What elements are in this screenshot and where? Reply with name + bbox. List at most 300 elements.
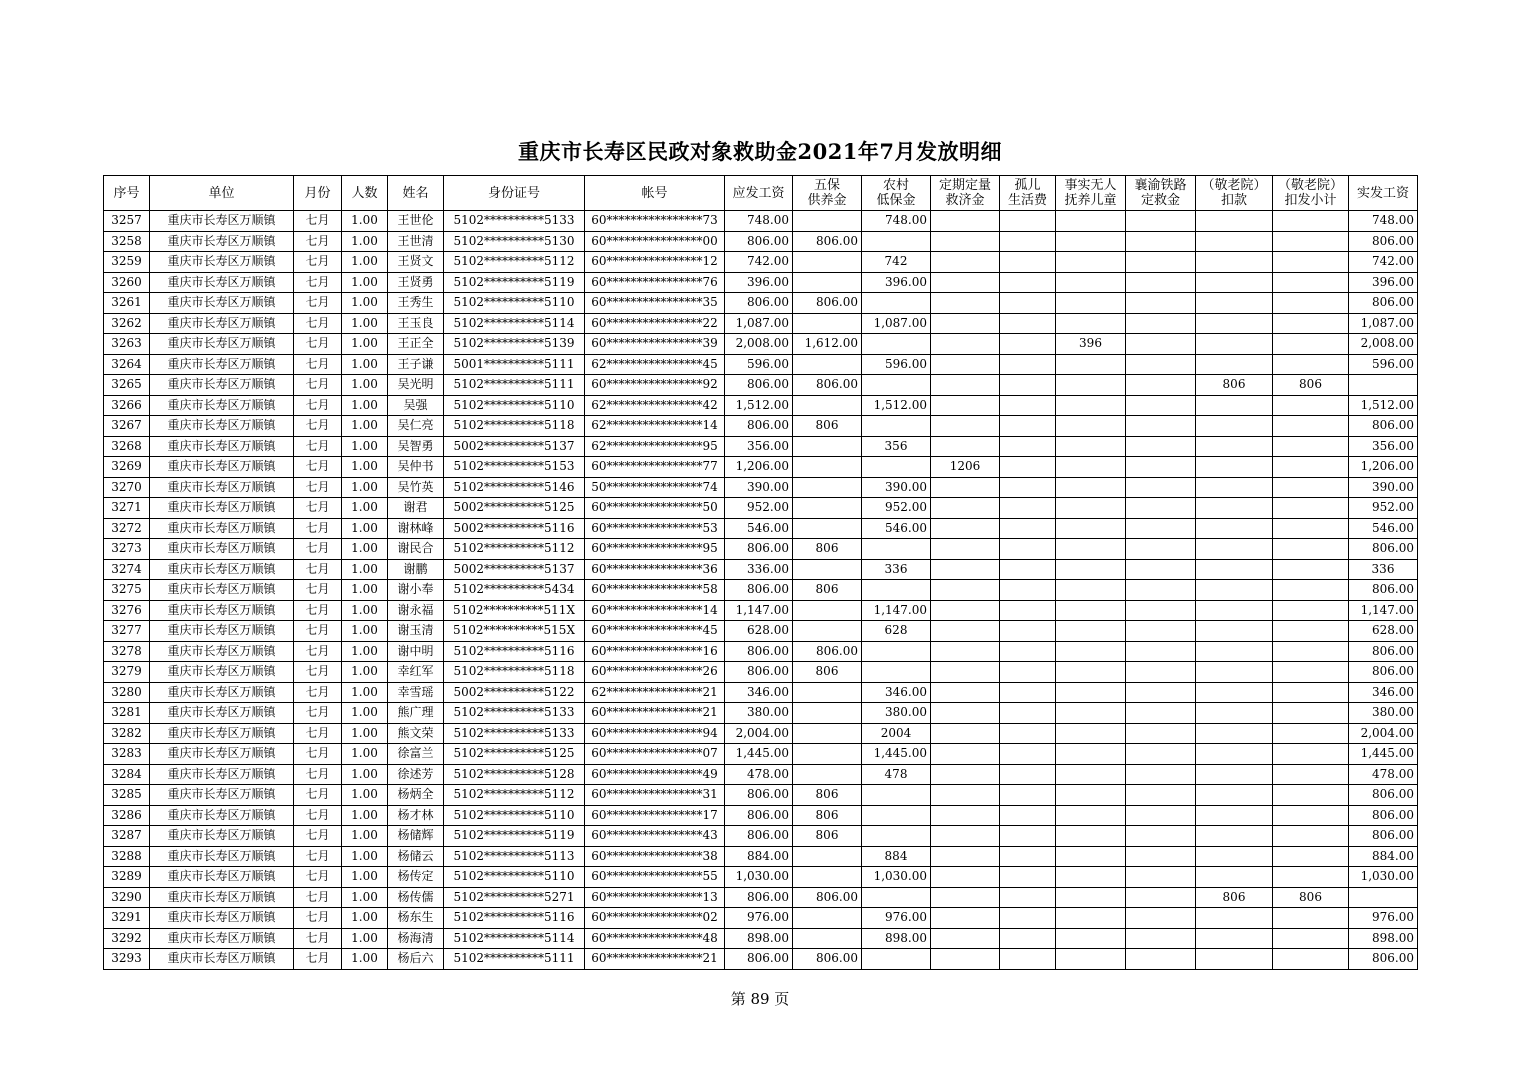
table-cell: 1206: [931, 457, 1000, 478]
table-cell: 吴仲书: [388, 457, 444, 478]
table-cell: [793, 867, 862, 888]
table-cell: 重庆市长寿区万顺镇: [150, 662, 294, 683]
column-header: 序号: [104, 176, 150, 211]
table-cell: [793, 272, 862, 293]
table-cell: 七月: [294, 416, 342, 437]
table-cell: 3277: [104, 621, 150, 642]
table-cell: 3270: [104, 477, 150, 498]
table-cell: [1056, 703, 1126, 724]
table-cell: [931, 436, 1000, 457]
table-cell: 重庆市长寿区万顺镇: [150, 436, 294, 457]
table-cell: 2,004.00: [1349, 723, 1418, 744]
table-cell: [1196, 580, 1273, 601]
table-row: [104, 272, 1418, 293]
table-cell: [931, 293, 1000, 314]
table-cell: 60****************00: [585, 231, 725, 252]
table-cell: 3290: [104, 887, 150, 908]
table-cell: [1000, 846, 1056, 867]
table-cell: [793, 723, 862, 744]
table-row: [104, 764, 1418, 785]
table-cell: [1273, 682, 1349, 703]
table-cell: [931, 867, 1000, 888]
table-cell: [862, 805, 931, 826]
column-header: 帐号: [585, 176, 725, 211]
table-cell: 3274: [104, 559, 150, 580]
table-cell: 3262: [104, 313, 150, 334]
table-cell: [931, 805, 1000, 826]
table-cell: 徐富兰: [388, 744, 444, 765]
table-cell: [793, 621, 862, 642]
table-cell: 3288: [104, 846, 150, 867]
table-cell: 336: [862, 559, 931, 580]
table-cell: 1,030.00: [725, 867, 793, 888]
table-cell: 396.00: [725, 272, 793, 293]
table-cell: 742.00: [1349, 252, 1418, 273]
column-header: 实发工资: [1349, 176, 1418, 211]
table-cell: 5102**********5116: [444, 641, 585, 662]
table-cell: 380.00: [725, 703, 793, 724]
table-row: [104, 744, 1418, 765]
table-cell: [931, 887, 1000, 908]
table-cell: [1000, 785, 1056, 806]
table-cell: 60****************55: [585, 867, 725, 888]
table-cell: 1.00: [342, 272, 388, 293]
table-cell: 1.00: [342, 416, 388, 437]
column-header: 五保 供养金: [793, 176, 862, 211]
table-cell: [1000, 928, 1056, 949]
table-cell: [1000, 436, 1056, 457]
table-cell: [1000, 293, 1056, 314]
table-cell: 1.00: [342, 375, 388, 396]
table-cell: 5102**********5118: [444, 662, 585, 683]
table-cell: [1056, 641, 1126, 662]
table-cell: [1056, 744, 1126, 765]
table-cell: [1126, 334, 1196, 355]
table-cell: 5001**********5111: [444, 354, 585, 375]
table-cell: 七月: [294, 846, 342, 867]
table-cell: 七月: [294, 744, 342, 765]
table-cell: 806.00: [1349, 416, 1418, 437]
table-cell: [931, 641, 1000, 662]
table-cell: 3272: [104, 518, 150, 539]
table-cell: 1.00: [342, 539, 388, 560]
table-cell: [1196, 477, 1273, 498]
table-cell: [1000, 908, 1056, 929]
table-cell: [931, 744, 1000, 765]
table-cell: 3264: [104, 354, 150, 375]
table-cell: 3282: [104, 723, 150, 744]
table-cell: 1.00: [342, 293, 388, 314]
table-cell: [1196, 211, 1273, 232]
table-cell: [1126, 436, 1196, 457]
table-cell: 1.00: [342, 231, 388, 252]
table-cell: 3279: [104, 662, 150, 683]
table-cell: [1126, 252, 1196, 273]
table-cell: 3287: [104, 826, 150, 847]
table-cell: 重庆市长寿区万顺镇: [150, 211, 294, 232]
table-cell: 3259: [104, 252, 150, 273]
table-cell: [1126, 600, 1196, 621]
table-cell: 5102**********5111: [444, 949, 585, 970]
table-cell: [1126, 867, 1196, 888]
table-row: [104, 867, 1418, 888]
table-cell: 重庆市长寿区万顺镇: [150, 723, 294, 744]
table-cell: [1126, 231, 1196, 252]
table-cell: [1273, 826, 1349, 847]
table-cell: [1000, 641, 1056, 662]
table-cell: 806.00: [1349, 826, 1418, 847]
table-cell: 3258: [104, 231, 150, 252]
table-cell: 5102**********5133: [444, 211, 585, 232]
table-cell: [1126, 887, 1196, 908]
table-cell: 1.00: [342, 887, 388, 908]
table-cell: [1000, 334, 1056, 355]
table-cell: [1000, 867, 1056, 888]
column-header: 事实无人 抚养儿童: [1056, 176, 1126, 211]
table-cell: [1196, 826, 1273, 847]
table-cell: 806: [1273, 887, 1349, 908]
table-cell: 重庆市长寿区万顺镇: [150, 928, 294, 949]
table-cell: 62****************14: [585, 416, 725, 437]
table-cell: [1000, 682, 1056, 703]
table-cell: [1056, 416, 1126, 437]
table-cell: 5102**********5112: [444, 539, 585, 560]
table-cell: 60****************22: [585, 313, 725, 334]
table-cell: [1056, 662, 1126, 683]
table-cell: 60****************36: [585, 559, 725, 580]
table-cell: 1.00: [342, 600, 388, 621]
table-cell: [931, 252, 1000, 273]
table-cell: [1273, 313, 1349, 334]
table-cell: [1000, 887, 1056, 908]
table-cell: 七月: [294, 662, 342, 683]
table-cell: 1.00: [342, 764, 388, 785]
table-cell: [1196, 272, 1273, 293]
table-cell: 七月: [294, 682, 342, 703]
table-cell: 806.00: [1349, 539, 1418, 560]
table-cell: 1,512.00: [725, 395, 793, 416]
table-cell: [1196, 744, 1273, 765]
table-cell: 60****************94: [585, 723, 725, 744]
table-row: [104, 580, 1418, 601]
table-cell: 806.00: [793, 375, 862, 396]
table-cell: 806.00: [1349, 231, 1418, 252]
table-cell: 806.00: [1349, 785, 1418, 806]
table-cell: [1056, 354, 1126, 375]
table-cell: 吴仁亮: [388, 416, 444, 437]
table-cell: 七月: [294, 723, 342, 744]
table-cell: 七月: [294, 887, 342, 908]
table-cell: 806: [793, 416, 862, 437]
table-cell: 吴光明: [388, 375, 444, 396]
table-cell: 谢玉清: [388, 621, 444, 642]
table-cell: [1126, 457, 1196, 478]
table-cell: 396.00: [1349, 272, 1418, 293]
table-cell: 806.00: [1349, 641, 1418, 662]
table-cell: 60****************58: [585, 580, 725, 601]
table-cell: [793, 498, 862, 519]
table-cell: 5002**********5125: [444, 498, 585, 519]
table-cell: 1,147.00: [862, 600, 931, 621]
table-cell: [1126, 416, 1196, 437]
table-cell: 七月: [294, 334, 342, 355]
table-cell: [1056, 867, 1126, 888]
table-cell: 390.00: [862, 477, 931, 498]
table-cell: 806.00: [1349, 580, 1418, 601]
table-cell: [1056, 846, 1126, 867]
table-cell: 杨储云: [388, 846, 444, 867]
table-cell: 1.00: [342, 518, 388, 539]
table-cell: 380.00: [1349, 703, 1418, 724]
table-row: [104, 662, 1418, 683]
table-cell: 346.00: [862, 682, 931, 703]
table-cell: 1,612.00: [793, 334, 862, 355]
table-cell: [1196, 498, 1273, 519]
table-cell: 356.00: [725, 436, 793, 457]
table-cell: [1196, 846, 1273, 867]
table-cell: [931, 703, 1000, 724]
table-cell: [1126, 764, 1196, 785]
table-cell: 1.00: [342, 908, 388, 929]
table-cell: [1126, 559, 1196, 580]
table-cell: 重庆市长寿区万顺镇: [150, 764, 294, 785]
table-cell: 重庆市长寿区万顺镇: [150, 908, 294, 929]
table-cell: [1196, 928, 1273, 949]
table-cell: 3267: [104, 416, 150, 437]
table-cell: [793, 395, 862, 416]
table-cell: 1.00: [342, 744, 388, 765]
table-cell: 806.00: [793, 887, 862, 908]
table-cell: 1,087.00: [1349, 313, 1418, 334]
table-cell: [793, 559, 862, 580]
table-cell: 七月: [294, 354, 342, 375]
table-row: [104, 354, 1418, 375]
table-row: [104, 928, 1418, 949]
table-cell: 1,206.00: [1349, 457, 1418, 478]
table-cell: [1273, 334, 1349, 355]
table-cell: [1273, 641, 1349, 662]
table-cell: 1.00: [342, 580, 388, 601]
table-cell: 七月: [294, 539, 342, 560]
table-cell: 748.00: [1349, 211, 1418, 232]
table-cell: [1056, 621, 1126, 642]
table-cell: 1.00: [342, 723, 388, 744]
table-cell: 杨传定: [388, 867, 444, 888]
table-cell: 1.00: [342, 313, 388, 334]
table-cell: 60****************39: [585, 334, 725, 355]
table-cell: 3280: [104, 682, 150, 703]
table-cell: 50****************74: [585, 477, 725, 498]
table-cell: 1.00: [342, 949, 388, 970]
table-cell: 吴强: [388, 395, 444, 416]
table-cell: 5102**********5146: [444, 477, 585, 498]
table-cell: [1126, 928, 1196, 949]
table-cell: 3286: [104, 805, 150, 826]
table-cell: 60****************31: [585, 785, 725, 806]
table-cell: 5102**********5116: [444, 908, 585, 929]
page-number: 第 89 页: [730, 990, 790, 1008]
table-cell: [1273, 539, 1349, 560]
table-cell: [793, 518, 862, 539]
table-cell: 806.00: [725, 826, 793, 847]
table-cell: 884.00: [725, 846, 793, 867]
table-cell: 5102**********5271: [444, 887, 585, 908]
table-cell: [1126, 211, 1196, 232]
table-cell: [1126, 785, 1196, 806]
table-cell: 七月: [294, 211, 342, 232]
table-cell: [931, 477, 1000, 498]
table-cell: [1196, 723, 1273, 744]
table-row: [104, 949, 1418, 970]
table-cell: 2004: [862, 723, 931, 744]
column-header: 农村 低保金: [862, 176, 931, 211]
table-cell: [1196, 949, 1273, 970]
table-row: [104, 805, 1418, 826]
table-cell: 七月: [294, 313, 342, 334]
table-cell: [931, 846, 1000, 867]
table-cell: 898.00: [862, 928, 931, 949]
table-cell: [793, 313, 862, 334]
table-cell: 2,008.00: [1349, 334, 1418, 355]
table-cell: 重庆市长寿区万顺镇: [150, 477, 294, 498]
table-cell: 3271: [104, 498, 150, 519]
table-cell: 1.00: [342, 211, 388, 232]
table-cell: 806.00: [725, 539, 793, 560]
table-cell: [931, 518, 1000, 539]
table-cell: 1,445.00: [862, 744, 931, 765]
table-cell: 杨储辉: [388, 826, 444, 847]
table-cell: 976.00: [862, 908, 931, 929]
table-cell: [1000, 395, 1056, 416]
table-cell: [1273, 764, 1349, 785]
table-body: [104, 211, 1418, 970]
table-cell: [1273, 846, 1349, 867]
table-cell: 1.00: [342, 354, 388, 375]
table-cell: [862, 334, 931, 355]
table-cell: [1196, 621, 1273, 642]
table-cell: [931, 498, 1000, 519]
table-cell: 5102**********5133: [444, 703, 585, 724]
table-cell: 重庆市长寿区万顺镇: [150, 293, 294, 314]
table-cell: 5102**********5112: [444, 785, 585, 806]
table-cell: 806.00: [725, 293, 793, 314]
table-cell: [1056, 887, 1126, 908]
table-cell: [1126, 395, 1196, 416]
table-row: [104, 518, 1418, 539]
table-cell: 60****************12: [585, 252, 725, 273]
table-cell: 806.00: [725, 887, 793, 908]
table-cell: 5102**********5111: [444, 375, 585, 396]
table-cell: [1000, 416, 1056, 437]
table-cell: 吴竹英: [388, 477, 444, 498]
table-cell: 356.00: [1349, 436, 1418, 457]
table-cell: [1000, 580, 1056, 601]
table-row: [104, 293, 1418, 314]
table-cell: [1126, 518, 1196, 539]
table-cell: 重庆市长寿区万顺镇: [150, 334, 294, 355]
table-cell: 1.00: [342, 559, 388, 580]
table-cell: 5102**********5112: [444, 252, 585, 273]
table-row: [104, 395, 1418, 416]
table-cell: [1273, 867, 1349, 888]
table-cell: 396.00: [862, 272, 931, 293]
table-cell: [1273, 293, 1349, 314]
table-cell: [931, 580, 1000, 601]
table-row: [104, 211, 1418, 232]
table-cell: 3289: [104, 867, 150, 888]
table-cell: 806.00: [793, 949, 862, 970]
table-cell: [1196, 539, 1273, 560]
table-cell: [931, 785, 1000, 806]
table-cell: [793, 477, 862, 498]
table-cell: 60****************21: [585, 949, 725, 970]
table-cell: [1273, 908, 1349, 929]
table-cell: 3273: [104, 539, 150, 560]
table-cell: [1000, 723, 1056, 744]
table-cell: [1056, 457, 1126, 478]
table-cell: 60****************38: [585, 846, 725, 867]
table-cell: 熊文荣: [388, 723, 444, 744]
table-cell: 2,004.00: [725, 723, 793, 744]
table-cell: 七月: [294, 272, 342, 293]
table-cell: 1.00: [342, 805, 388, 826]
table-cell: 806.00: [1349, 949, 1418, 970]
table-cell: 1.00: [342, 928, 388, 949]
table-cell: [1000, 805, 1056, 826]
table-cell: [931, 272, 1000, 293]
table-cell: [1196, 641, 1273, 662]
table-cell: 3269: [104, 457, 150, 478]
table-cell: 重庆市长寿区万顺镇: [150, 949, 294, 970]
table-cell: [1000, 477, 1056, 498]
table-cell: 546.00: [725, 518, 793, 539]
table-cell: [1196, 231, 1273, 252]
table-cell: [1196, 518, 1273, 539]
table-cell: 1,512.00: [862, 395, 931, 416]
table-cell: 1.00: [342, 826, 388, 847]
table-cell: 3257: [104, 211, 150, 232]
table-cell: [862, 293, 931, 314]
table-cell: 重庆市长寿区万顺镇: [150, 805, 294, 826]
table-cell: 748.00: [862, 211, 931, 232]
table-cell: [862, 826, 931, 847]
table-cell: 806: [1196, 375, 1273, 396]
table-cell: 杨炳全: [388, 785, 444, 806]
table-cell: 谢君: [388, 498, 444, 519]
table-cell: [793, 703, 862, 724]
column-header: 应发工资: [725, 176, 793, 211]
table-cell: 5102**********5128: [444, 764, 585, 785]
table-cell: [931, 682, 1000, 703]
table-cell: 重庆市长寿区万顺镇: [150, 682, 294, 703]
table-cell: 重庆市长寿区万顺镇: [150, 354, 294, 375]
table-cell: 596.00: [1349, 354, 1418, 375]
table-cell: 七月: [294, 293, 342, 314]
table-cell: 60****************92: [585, 375, 725, 396]
table-cell: 60****************13: [585, 887, 725, 908]
table-cell: 谢民合: [388, 539, 444, 560]
table-cell: 60****************49: [585, 764, 725, 785]
table-cell: [1273, 928, 1349, 949]
table-cell: 5102**********515X: [444, 621, 585, 642]
table-cell: 3268: [104, 436, 150, 457]
table-cell: 重庆市长寿区万顺镇: [150, 641, 294, 662]
table-cell: [793, 744, 862, 765]
table-cell: 王世清: [388, 231, 444, 252]
table-cell: [1056, 559, 1126, 580]
table-row: [104, 477, 1418, 498]
table-cell: 重庆市长寿区万顺镇: [150, 744, 294, 765]
